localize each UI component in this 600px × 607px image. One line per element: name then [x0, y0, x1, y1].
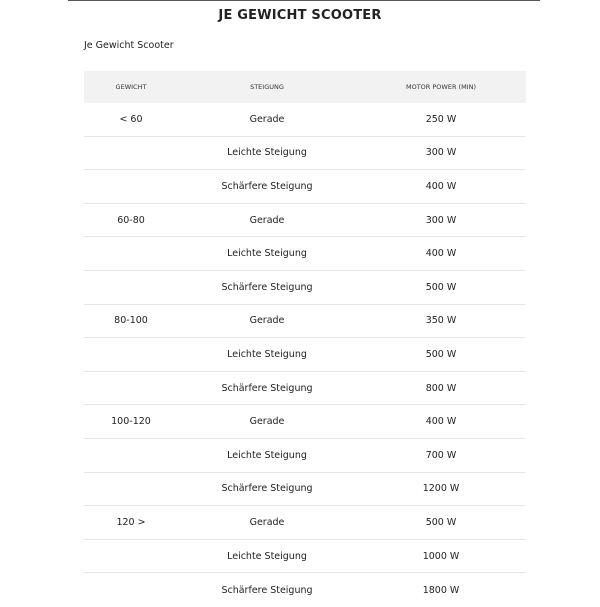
incline-cell: Leichte Steigung [227, 147, 307, 159]
table-row [84, 506, 526, 540]
motor-power-cell: 1000 W [422, 550, 460, 562]
incline-cell: Gerade [249, 113, 285, 125]
table-row [84, 473, 526, 507]
table-row [84, 271, 526, 305]
motor-power-cell: 500 W [425, 516, 457, 528]
incline-cell: Leichte Steigung [227, 550, 307, 562]
motor-power-cell: 300 W [425, 214, 457, 226]
table-row [84, 137, 526, 171]
header-incline: STEIGUNG [250, 83, 284, 91]
incline-cell: Schärfere Steigung [221, 584, 313, 596]
table-row [84, 372, 526, 406]
header-weight: GEWICHT [115, 83, 147, 91]
top-divider [68, 0, 540, 1]
table-row [84, 103, 526, 137]
incline-cell: Leichte Steigung [227, 449, 307, 461]
table-row [84, 170, 526, 204]
incline-cell: Schärfere Steigung [221, 382, 313, 394]
table-row [84, 338, 526, 372]
table-body [84, 103, 526, 607]
incline-cell: Schärfere Steigung [221, 483, 313, 495]
motor-power-cell: 700 W [425, 449, 457, 461]
table-row [84, 237, 526, 271]
table-row [84, 405, 526, 439]
motor-power-cell: 300 W [425, 147, 457, 159]
incline-cell: Gerade [249, 214, 285, 226]
page-title: JE GEWICHT SCOOTER [218, 8, 382, 23]
table-row [84, 305, 526, 339]
power-table [84, 71, 526, 607]
incline-cell: Gerade [249, 516, 285, 528]
header-motor-power: MOTOR POWER (MIN) [405, 83, 476, 91]
incline-cell: Gerade [249, 315, 285, 327]
incline-cell: Leichte Steigung [227, 348, 307, 360]
table-row [84, 573, 526, 607]
motor-power-cell: 400 W [425, 248, 457, 260]
motor-power-cell: 500 W [425, 348, 457, 360]
incline-cell: Leichte Steigung [227, 248, 307, 260]
incline-cell: Schärfere Steigung [221, 281, 313, 293]
table-row [84, 540, 526, 574]
incline-cell: Schärfere Steigung [221, 180, 313, 192]
table-header-row [84, 71, 526, 103]
table-row [84, 204, 526, 238]
motor-power-cell: 400 W [425, 416, 457, 428]
weight-cell: 80-100 [114, 315, 148, 327]
motor-power-cell: 500 W [425, 281, 457, 293]
motor-power-cell: 350 W [425, 315, 457, 327]
motor-power-cell: 1200 W [422, 483, 460, 495]
table-caption: Je Gewicht Scooter [84, 40, 174, 51]
incline-cell: Gerade [249, 416, 285, 428]
motor-power-cell: 250 W [425, 113, 457, 125]
motor-power-cell: 800 W [425, 382, 457, 394]
weight-cell: 60-80 [117, 214, 145, 226]
motor-power-cell: 1800 W [422, 584, 460, 596]
weight-cell: < 60 [119, 113, 143, 125]
table-row [84, 439, 526, 473]
weight-cell: 100-120 [111, 416, 151, 428]
motor-power-cell: 400 W [425, 180, 457, 192]
weight-cell: 120 > [116, 516, 146, 528]
